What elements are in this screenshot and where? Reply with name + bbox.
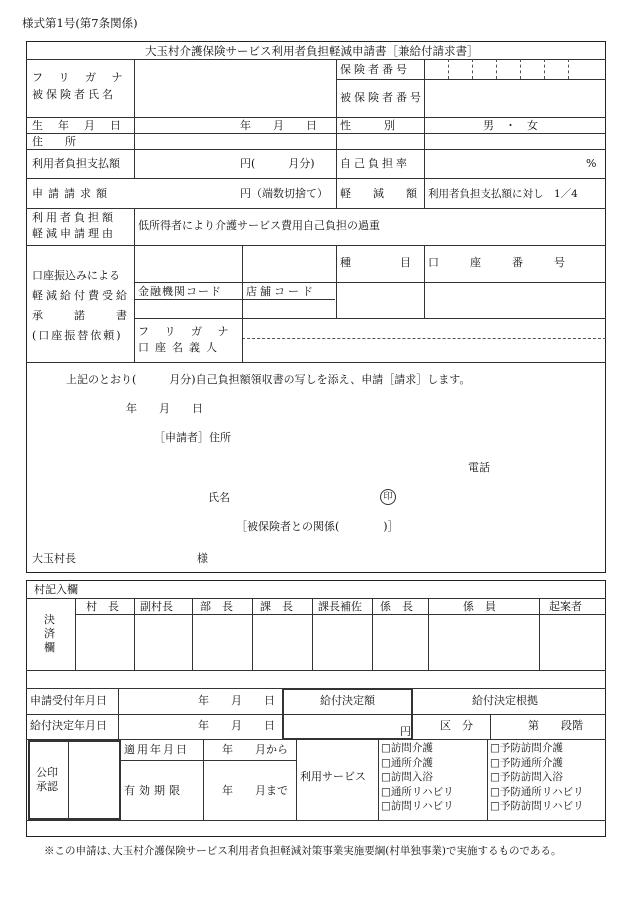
apply-date-label: 適用年月日 (124, 743, 189, 756)
service-option[interactable]: □予防訪問入浴 (490, 771, 563, 783)
relation-field[interactable]: ［被保険者との関係( )］ (236, 520, 399, 533)
service-option[interactable]: □通所リハビリ (381, 785, 454, 798)
birthdate-field[interactable]: 年 月 日 (240, 119, 317, 132)
approver-village-head: 村 長 (86, 600, 119, 613)
received-date-label: 申請受付年月日 (30, 694, 107, 707)
village-section-label: 村記入欄 (34, 583, 78, 596)
bank-code-label: 金融機関コード (138, 285, 222, 298)
reason-label-1: 利用者負担額 (32, 211, 116, 224)
bank-label-4: (口座振替依頼) (32, 329, 123, 342)
valid-period-label: 有効期限 (124, 784, 184, 797)
bank-label-2: 軽減給付費受給 (32, 289, 130, 302)
approver-section-head: 課 長 (260, 600, 293, 613)
reason-value: 低所得者により介護サービス費用自己負担の過重 (138, 219, 380, 232)
service-option[interactable]: □予防通所リハビリ (490, 785, 584, 798)
approver-department-head: 部 長 (200, 600, 233, 613)
form-title: 大玉村介護保険サービス利用者負担軽減申請書［兼給付請求書］ (145, 44, 479, 58)
service-option[interactable]: □訪問介護 (381, 742, 433, 754)
footnote: ※この申請は､大玉村介護保険サービス利用者負担軽減対策事業実施要綱(村単独事業)で実施するものである。 (44, 845, 562, 857)
classification-label: 区 分 (440, 719, 473, 732)
applicant-name[interactable]: 氏名 (208, 491, 230, 504)
account-furigana-label: フ リ ガ ナ (138, 325, 235, 338)
seal-mark: 印 (380, 489, 396, 505)
insurer-number-label: 保険者番号 (340, 63, 410, 76)
approver-chief: 係 長 (380, 600, 413, 613)
payment-amount-label: 利用者負担支払額 (32, 157, 120, 170)
yen-unit: 円 (400, 725, 411, 738)
service-option[interactable]: □予防通所介護 (490, 756, 563, 769)
service-option[interactable]: □予防訪問介護 (490, 742, 563, 754)
claim-amount-field[interactable]: 円（端数切捨て） (240, 187, 328, 200)
service-label: 利用サービス (300, 770, 366, 783)
payment-amount-field[interactable]: 円( 月分) (240, 157, 315, 170)
furigana-label: フ リ ガ ナ (32, 71, 129, 84)
service-option[interactable]: □訪問リハビリ (381, 800, 454, 812)
basis-label: 給付決定根拠 (472, 694, 538, 707)
phone-label[interactable]: 電話 (468, 461, 490, 474)
insured-number-label: 被保険者番号 (340, 91, 424, 104)
account-type-label: 種 目 (340, 256, 415, 269)
apply-from-field[interactable]: 年 月から (222, 743, 288, 756)
received-date-field[interactable]: 年 月 日 (198, 694, 275, 707)
declaration-statement: 上記のとおり( 月分)自己負担額領収書の写しを添え、申請［請求］します。 (66, 373, 471, 386)
valid-until-field[interactable]: 年 月まで (222, 784, 288, 797)
stage-field[interactable]: 第 段階 (528, 719, 583, 732)
birthdate-label: 生年月日 (32, 119, 136, 132)
percent-sign: % (586, 157, 597, 170)
reduction-label: 軽 減 額 (340, 187, 417, 200)
decided-amount-label: 給付決定額 (320, 694, 375, 707)
service-option[interactable]: □訪問入浴 (381, 771, 433, 783)
sex-label: 性 別 (340, 119, 395, 132)
branch-code-label: 店舗コード (246, 285, 316, 298)
reason-label-2: 軽減申請理由 (32, 227, 116, 240)
approver-assistant-head: 課長補佐 (318, 600, 362, 613)
service-option[interactable]: □予防訪問リハビリ (490, 800, 584, 812)
bank-label-3: 承 諾 書 (32, 309, 137, 322)
service-option[interactable]: □通所介護 (381, 756, 433, 769)
sex-options[interactable]: 男 ・ 女 (483, 119, 538, 132)
account-holder-label: 口座名義人 (138, 341, 223, 354)
approver-drafter: 起案者 (549, 600, 582, 613)
services-left-list (381, 741, 454, 814)
reduction-value: 利用者負担支払額に対し 1／4 (428, 188, 578, 200)
decided-date-field[interactable]: 年 月 日 (198, 719, 275, 732)
services-right-list (490, 741, 584, 814)
address-label: 住 所 (32, 135, 76, 148)
claim-amount-label: 申請請求額 (32, 187, 112, 200)
declaration-date[interactable]: 年 月 日 (126, 402, 203, 415)
honorific: 様 (197, 552, 208, 565)
approver-deputy-head: 副村長 (140, 600, 173, 613)
form-number: 様式第1号(第7条関係) (22, 16, 138, 30)
insured-name-label: 被保険者氏名 (32, 88, 116, 101)
approval-label: 決済欄 (44, 613, 55, 654)
applicant-address[interactable]: ［申請者］住所 (154, 431, 231, 444)
account-number-label: 口 座 番 号 (428, 256, 575, 269)
bank-label-1: 口座振込みによる (32, 269, 120, 282)
self-rate-label: 自己負担率 (340, 157, 410, 170)
addressee: 大玉村長 (32, 552, 76, 565)
approver-staff: 係 員 (463, 600, 496, 613)
decided-date-label: 給付決定年月日 (30, 719, 107, 732)
seal-approval-label: 公印承認 (36, 766, 58, 793)
